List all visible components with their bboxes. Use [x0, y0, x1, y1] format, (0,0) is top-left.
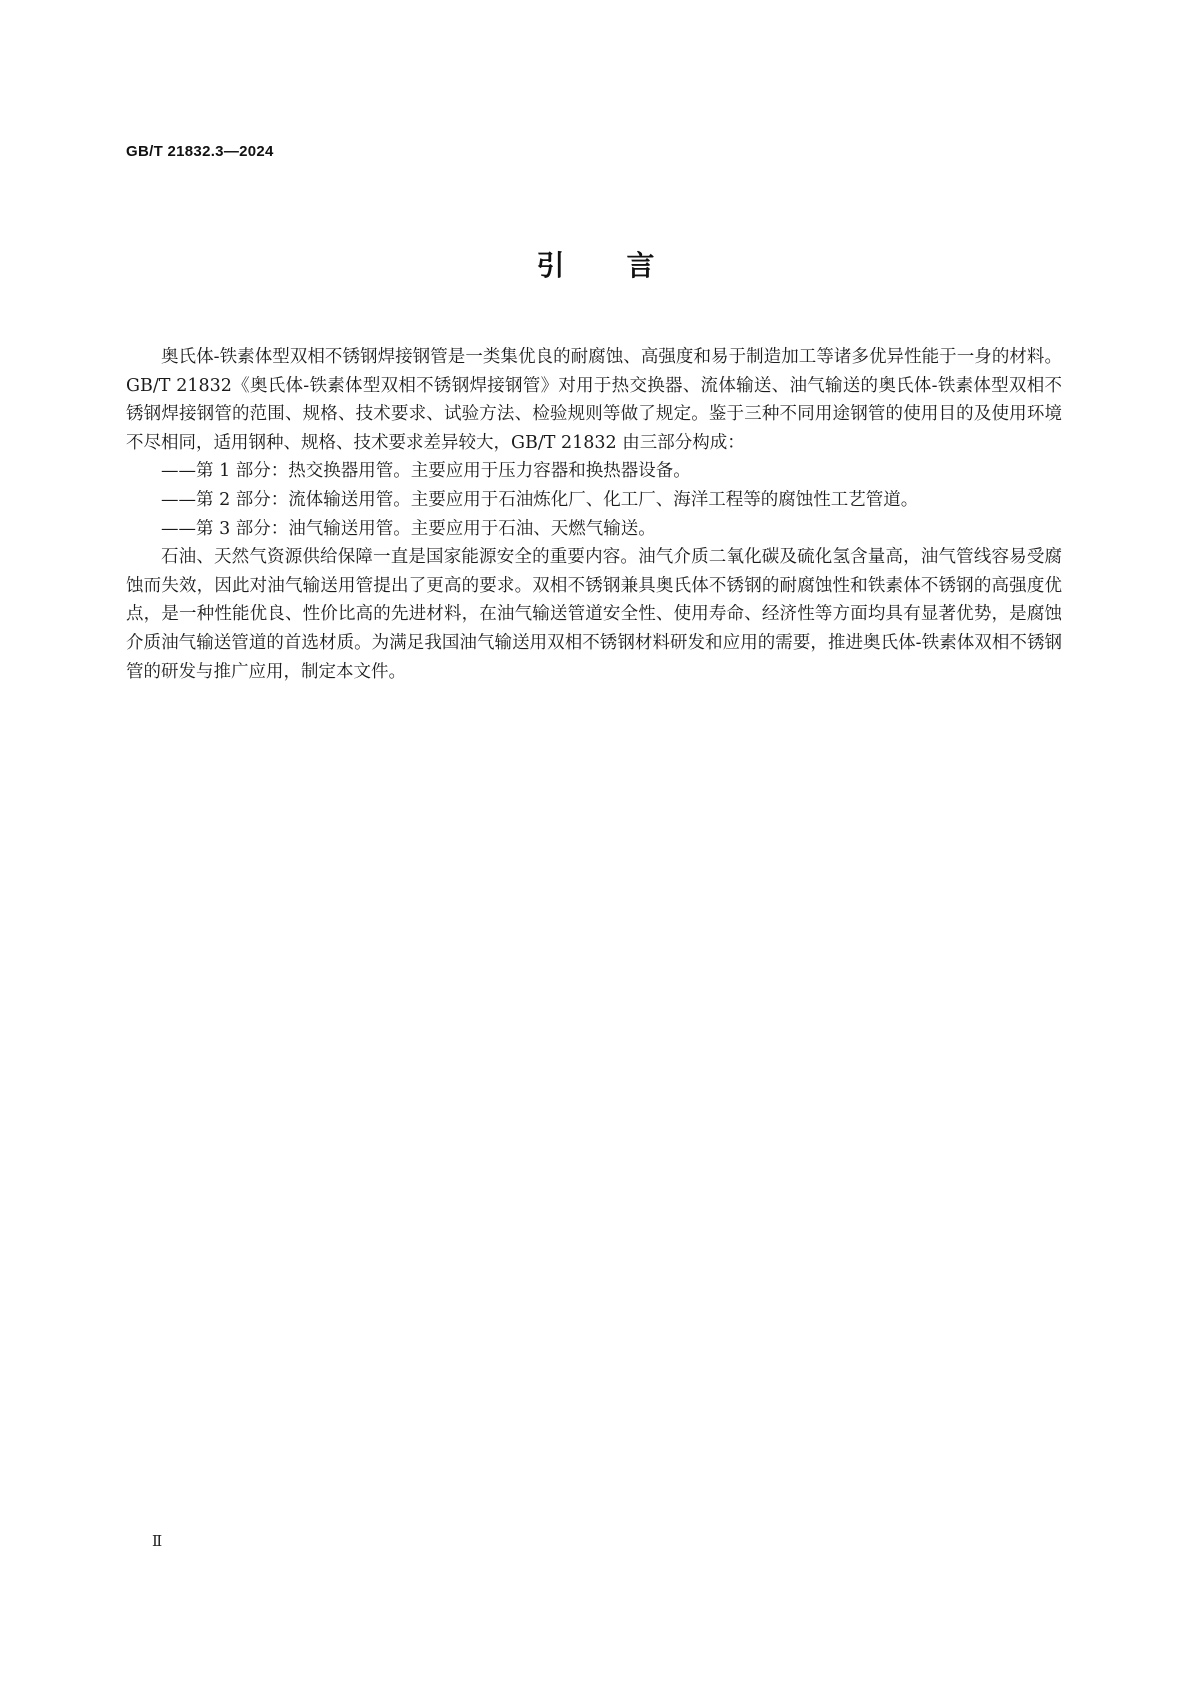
body-text: [126, 343, 1062, 686]
page-number: Ⅱ: [152, 1532, 163, 1550]
part-list-item-2: ——第 2 部分：流体输送用管。主要应用于石油炼化厂、化工厂、海洋工程等的腐蚀性工艺管道。: [161, 489, 919, 510]
document-code: GB/T 21832.3—2024: [126, 143, 274, 160]
intro-paragraph: 奥氏体-铁素体型双相不锈钢焊接钢管是一类集优良的耐腐蚀、高强度和易于制造加工等诸多优异性能于一身的材料。GB/T 21832《奥氏体-铁素体型双相不锈钢焊接钢管》对用于热交换器、流体输送、油气输送的奥氏体-铁素体型双相不锈钢焊接钢管的范围、规格、技术要求、试验方法、检验规则等做了规定。鉴于三种不同用途钢管的使用目的及使用环境不尽相同，适用钢种、规格、技术要求差异较大，GB/T 21832 由三部分构成：: [126, 347, 1062, 453]
part-list-item-1: ——第 1 部分：热交换器用管。主要应用于压力容器和换热器设备。: [161, 461, 691, 482]
closing-paragraph: 石油、天然气资源供给保障一直是国家能源安全的重要内容。油气介质二氧化碳及硫化氢含量高，油气管线容易受腐蚀而失效，因此对油气输送用管提出了更高的要求。双相不锈钢兼具奥氏体不锈钢的耐腐蚀性和铁素体不锈钢的高强度优点，是一种性能优良、性价比高的先进材料，在油气输送管道安全性、使用寿命、经济性等方面均具有显著优势，是腐蚀介质油气输送管道的首选材质。为满足我国油气输送用双相不锈钢材料研发和应用的需要，推进奥氏体-铁素体双相不锈钢管的研发与推广应用，制定本文件。: [126, 547, 1062, 682]
part-list-item-3: ——第 3 部分：油气输送用管。主要应用于石油、天燃气输送。: [161, 518, 656, 539]
section-title: 引言: [536, 249, 717, 282]
